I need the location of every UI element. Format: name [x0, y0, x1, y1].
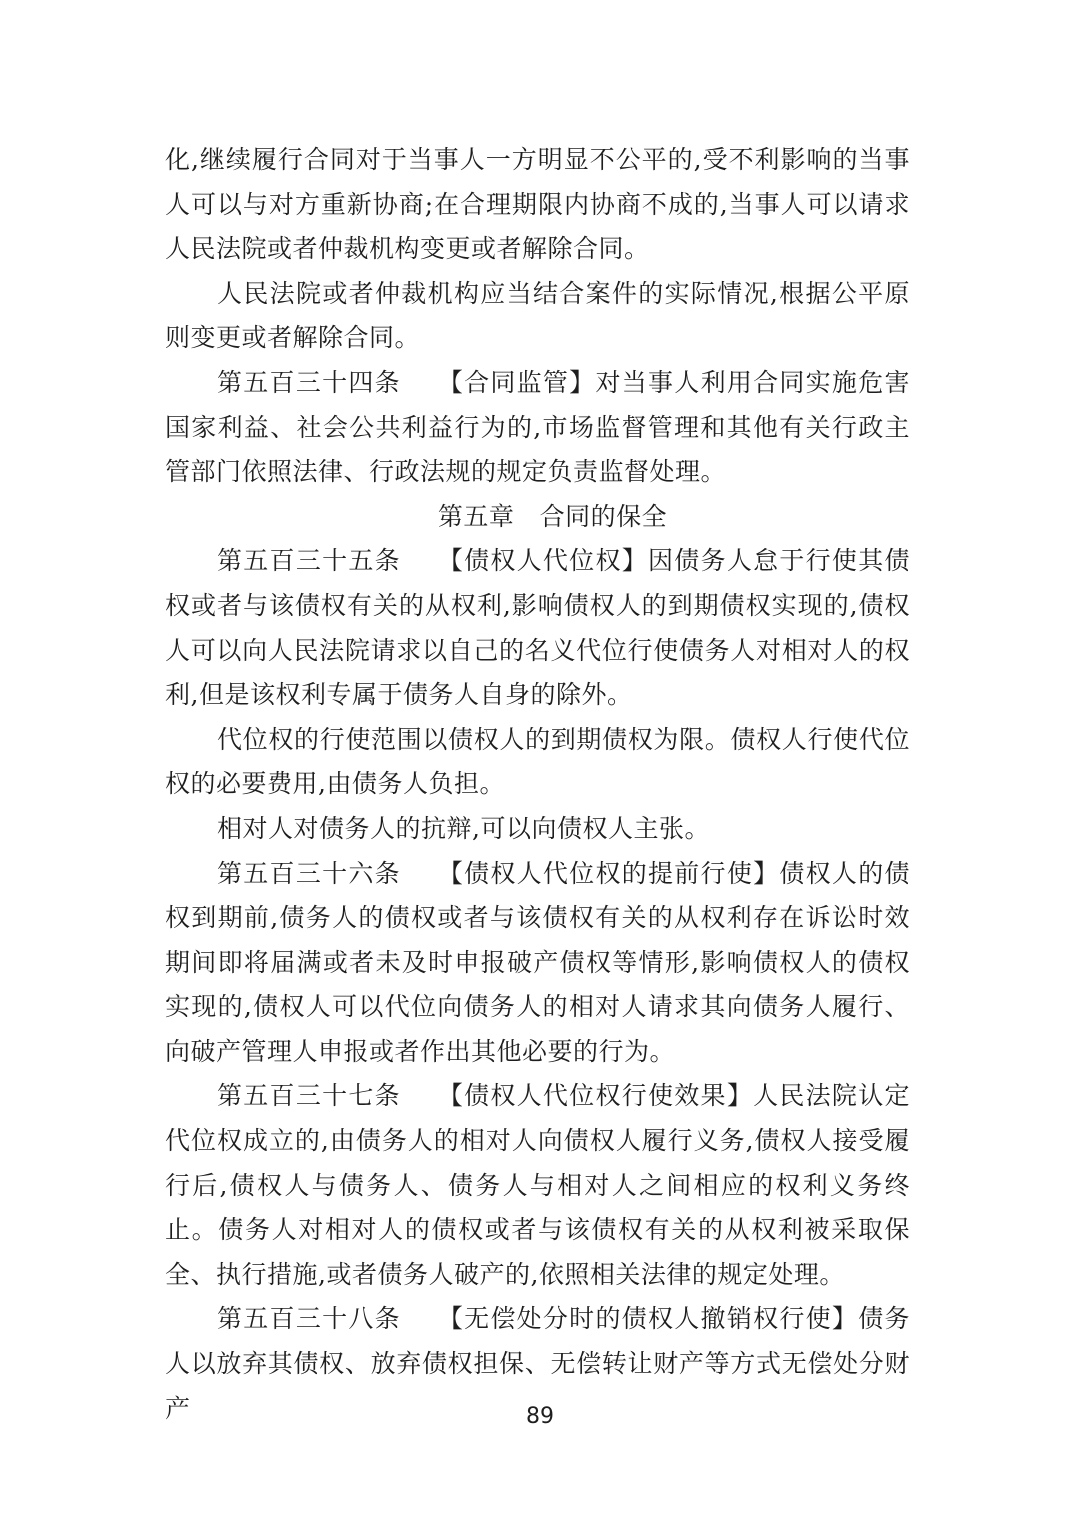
article-text: 债权人的债权到期前,债务人的债权或者与该债权有关的从权利存在诉讼时效期间即将届满或者未及时申报破产债权等情形,影响债权人的债权实现的,债权人可以代位向债务人的相对人请求其向债务人履行、向破产管理人申报或者作出其他必要的行为。: [165, 858, 910, 1066]
article-heading: 【债权人代位权】: [437, 546, 649, 576]
article-text: 人民法院认定代位权成立的,由债务人的相对人向债权人履行义务,债权人接受履行后,债权人与债务人、债务人与相对人之间相应的权利义务终止。债务人对相对人的债权或者与该债权有关的从权利被采取保全、执行措施,或者债务人破产的,依照相关法律的规定处理。: [165, 1081, 910, 1289]
article-number: 第五百三十六条: [217, 858, 401, 888]
article-534: [165, 361, 910, 495]
continuation-paragraph: 化,继续履行合同对于当事人一方明显不公平的,受不利影响的当事人可以与对方重新协商;在合理期限内协商不成的,当事人可以请求人民法院或者仲裁机构变更或者解除合同。: [165, 145, 910, 264]
paragraph: 代位权的行使范围以债权人的到期债权为限。债权人行使代位权的必要费用,由债务人负担。: [165, 724, 910, 799]
article-spacer: [401, 368, 438, 397]
article-536: [165, 852, 910, 1075]
paragraph: 人民法院或者仲裁机构应当结合案件的实际情况,根据公平原则变更或者解除合同。: [165, 278, 910, 353]
article-heading: 【债权人代位权行使效果】: [437, 1081, 754, 1111]
paragraph: 相对人对债务人的抗辩,可以向债权人主张。: [217, 813, 710, 843]
article-heading: 【合同监管】: [437, 367, 596, 397]
chapter-heading: [165, 495, 910, 540]
article-spacer: [401, 859, 438, 888]
article-number: 第五百三十四条: [217, 367, 401, 397]
chapter-spacer: [514, 502, 539, 531]
page-number: 89: [526, 1404, 554, 1429]
article-heading: 【无偿处分时的债权人撤销权行使】: [437, 1304, 859, 1334]
chapter-number: 第五章: [437, 501, 515, 531]
article-spacer: [401, 546, 438, 575]
article-number: 第五百三十五条: [217, 546, 401, 576]
chapter-title: 合同的保全: [539, 501, 668, 531]
article-number: 第五百三十八条: [217, 1304, 401, 1334]
article-number: 第五百三十七条: [217, 1081, 401, 1111]
article-spacer: [401, 1081, 438, 1110]
article-text: 对当事人利用合同实施危害国家利益、社会公共利益行为的,市场监督管理和其他有关行政主管部门依照法律、行政法规的规定负责监督处理。: [165, 367, 910, 487]
article-spacer: [401, 1304, 438, 1333]
article-heading: 【债权人代位权的提前行使】: [437, 858, 780, 888]
article-text: 因债务人怠于行使其债权或者与该债权有关的从权利,影响债权人的到期债权实现的,债权人可以向人民法院请求以自己的名义代位行使债务人对相对人的权利,但是该权利专属于债务人自身的除外。: [165, 546, 910, 710]
article-537: [165, 1074, 910, 1297]
body-text: [165, 138, 910, 1431]
article-535: [165, 539, 910, 717]
article-text: 债务人以放弃其债权、放弃债权担保、无偿转让财产等方式无偿处分财产: [165, 1304, 910, 1423]
